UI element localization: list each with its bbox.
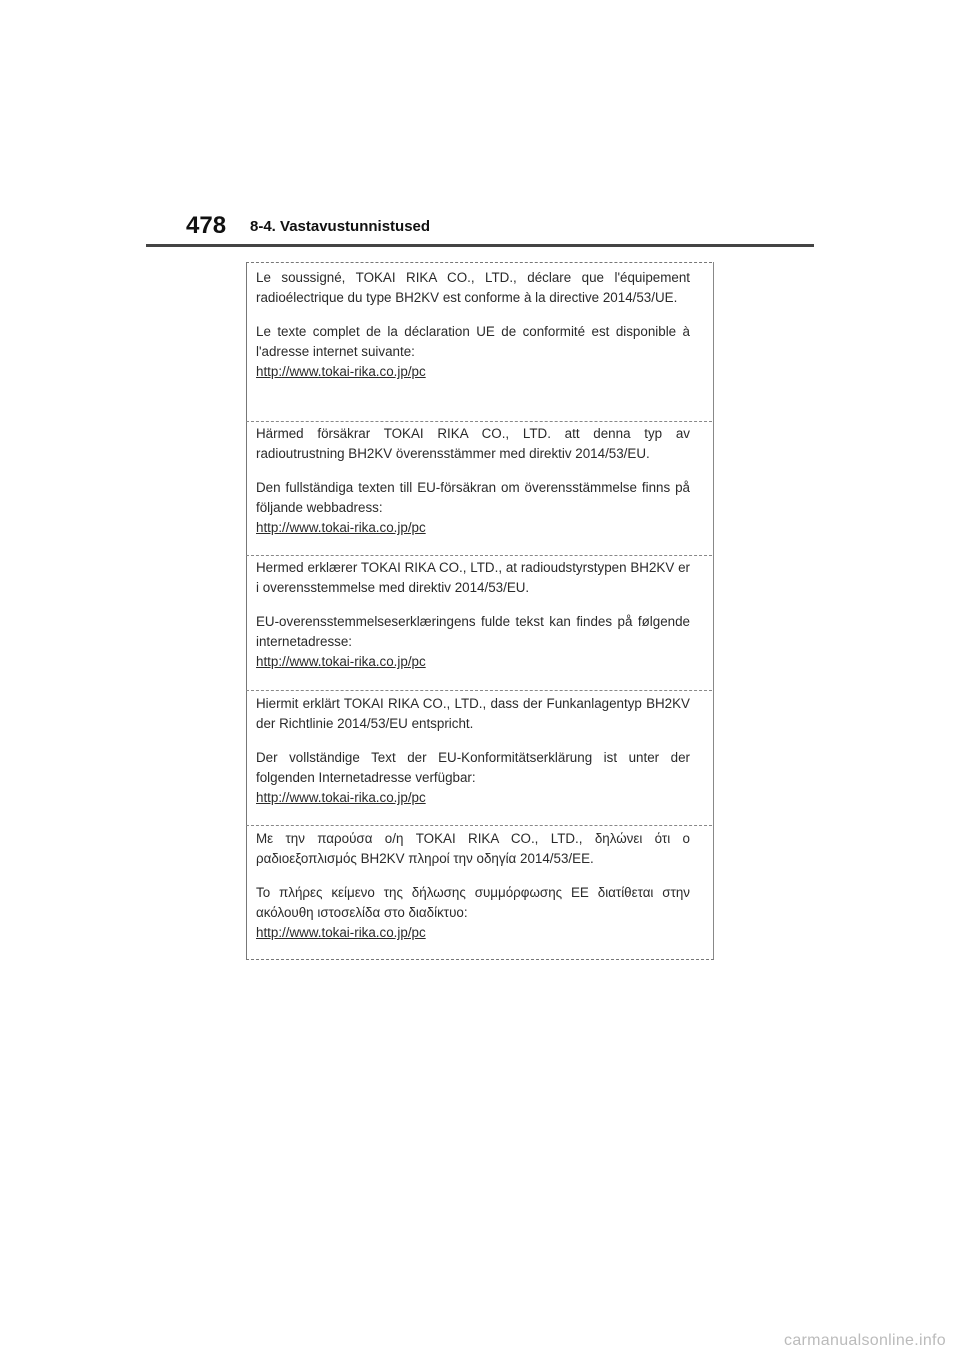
- declaration-block-sv: [256, 424, 690, 538]
- declaration-block-de: [256, 694, 690, 808]
- section-separator: [246, 555, 712, 556]
- declaration-text: Härmed försäkrar TOKAI RIKA CO., LTD. att denna typ av radioutrustning BH2KV överensstämmer med direktiv 2014/53/EU.: [256, 426, 690, 461]
- availability-text: EU-overensstemmelseserklæringens fulde tekst kan findes på følgende internetadresse: http://www.tokai-rika.co.jp/pc: [256, 612, 690, 672]
- declaration-block-fr: [256, 268, 690, 382]
- declaration-url-link[interactable]: http://www.tokai-rika.co.jp/pc: [256, 925, 426, 940]
- declaration-block-da: [256, 558, 690, 672]
- page-number: 478: [186, 212, 227, 239]
- declaration-url-link[interactable]: http://www.tokai-rika.co.jp/pc: [256, 654, 426, 669]
- section-separator: [246, 421, 712, 422]
- declaration-url-link[interactable]: http://www.tokai-rika.co.jp/pc: [256, 364, 426, 379]
- declaration-block-el: [256, 829, 690, 943]
- declarations-box-top: [246, 262, 712, 263]
- section-title: 8-4. Vastavustunnistused: [250, 218, 431, 235]
- header-rule: [146, 244, 814, 247]
- availability-text: Der vollständige Text der EU-Konformitätserklärung ist unter der folgenden Internetadresse verfügbar: http://www.tokai-rika.co.jp/pc: [256, 748, 690, 808]
- declaration-text: Hiermit erklärt TOKAI RIKA CO., LTD., dass der Funkanlagentyp BH2KV der Richtlinie 2014/53/EU entspricht.: [256, 696, 690, 731]
- section-separator: [246, 690, 712, 691]
- section-separator: [246, 825, 712, 826]
- availability-text: Το πλήρες κείμενο της δήλωσης συμμόρφωσης ΕΕ διατίθεται στην ακόλουθη ιστοσελίδα στο διαδίκτυο: http://www.tokai-rika.co.jp/pc: [256, 883, 690, 943]
- declaration-url-link[interactable]: http://www.tokai-rika.co.jp/pc: [256, 790, 426, 805]
- watermark: carmanualsonline.info: [784, 1332, 946, 1349]
- declaration-text: Hermed erklærer TOKAI RIKA CO., LTD., at radioudstyrstypen BH2KV er i overensstemmelse med direktiv 2014/53/EU.: [256, 560, 690, 595]
- declaration-url-link[interactable]: http://www.tokai-rika.co.jp/pc: [256, 520, 426, 535]
- availability-text: Den fullständiga texten till EU-försäkran om överensstämmelse finns på följande webbadress: http://www.tokai-rika.co.jp/pc: [256, 478, 690, 538]
- declaration-text: Με την παρούσα ο/η TOKAI RIKA CO., LTD., δηλώνει ότι ο ραδιοεξοπλισμός BH2KV πληροί την οδηγία 2014/53/ΕΕ.: [256, 831, 690, 866]
- declaration-text: Le soussigné, TOKAI RIKA CO., LTD., déclare que l'équipement radioélectrique du type BH2KV est conforme à la directive 2014/53/UE.: [256, 270, 690, 305]
- availability-text: Le texte complet de la déclaration UE de conformité est disponible à l'adresse internet suivante: http://www.tokai-rika.co.jp/pc: [256, 322, 690, 382]
